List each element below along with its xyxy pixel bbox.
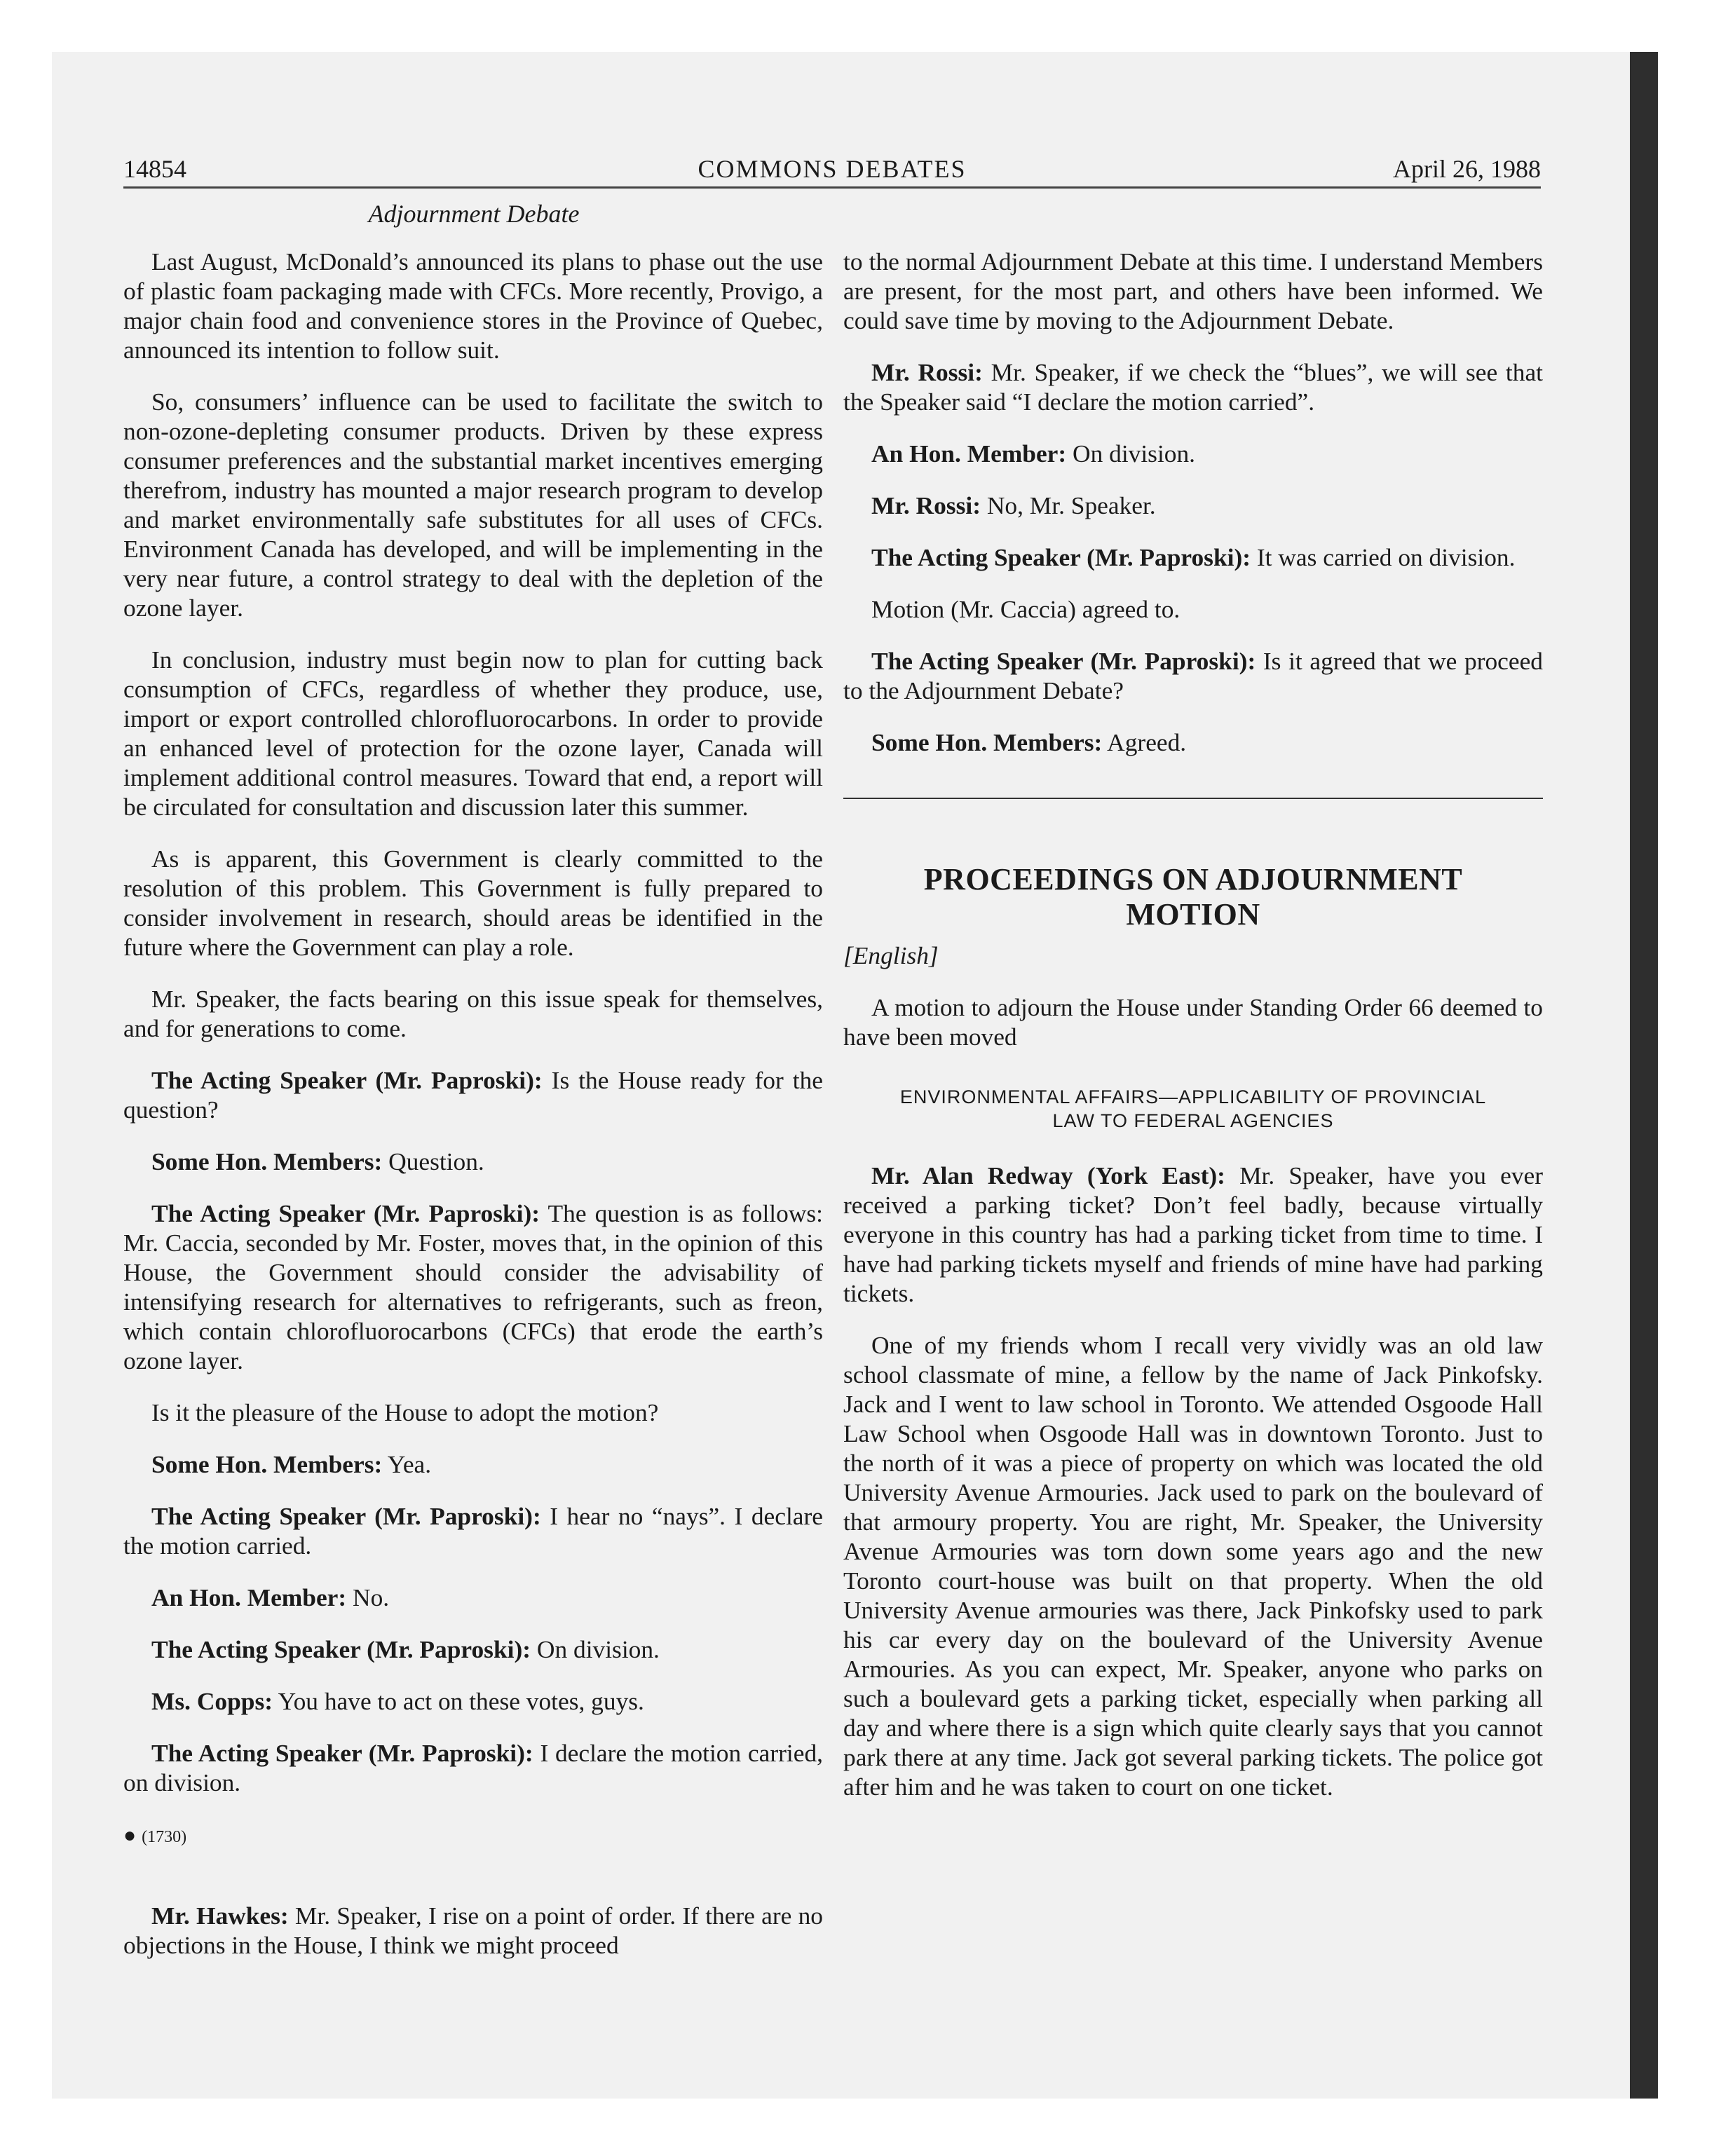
paragraph: A motion to adjourn the House under Standing Order 66 deemed to have been moved xyxy=(843,993,1543,1051)
scan-edge-shadow xyxy=(1630,52,1658,2099)
speech xyxy=(123,1199,823,1375)
speech xyxy=(843,728,1543,757)
speech xyxy=(123,1738,823,1797)
time-marker-text: (1730) xyxy=(142,1828,187,1846)
speaker-name: The Acting Speaker (Mr. Paproski): xyxy=(151,1739,533,1767)
subject-heading-line: ENVIRONMENTAL AFFAIRS—APPLICABILITY OF PROVINCIAL xyxy=(899,1086,1487,1107)
speech xyxy=(123,1901,823,1960)
paragraph: Motion (Mr. Caccia) agreed to. xyxy=(871,595,1181,623)
speech xyxy=(123,1147,823,1176)
speech-text: Yea. xyxy=(382,1450,432,1478)
page-header xyxy=(123,151,1541,189)
speech-text: Is it agreed that we proceed to the Adjournment Debate? xyxy=(843,647,1543,704)
paragraph: In conclusion, industry must begin now to plan for cutting back consumption of CFCs, regardless of whether they produce, use, import or export controlled chlorofluorocarbons. In order to provide an enhanced level of protection for the ozone layer, Canada will implement additional control measures. Toward that end, a report will be circulated for consultation and discussion later this summer. xyxy=(123,646,823,821)
speech-text: Question. xyxy=(382,1147,484,1175)
speech xyxy=(843,439,1543,468)
subject-heading xyxy=(843,1085,1543,1133)
speech-text: You have to act on these votes, guys. xyxy=(273,1687,644,1715)
speech-text: The question is as follows: Mr. Caccia, seconded by Mr. Foster, moves that, in the opinion of this House, the Government should consider the advisability of intensifying research for alternatives to refrigerants, such as freon, which contain chlorofluorocarbons (CFCs) that erode the earth’s ozone layer. xyxy=(123,1199,824,1374)
language-tag: [English] xyxy=(843,941,939,969)
speaker-name: Some Hon. Members: xyxy=(871,728,1103,756)
paragraph: As is apparent, this Government is clearly committed to the resolution of this problem. This Government is fully prepared to consider involvement in research, should areas be identified in the future where the Government can play a role. xyxy=(123,845,823,961)
speech xyxy=(123,1449,823,1479)
speaker-name: The Acting Speaker (Mr. Paproski): xyxy=(871,543,1251,571)
speech-text: Mr. Speaker, I rise on a point of order. If there are no objections in the House, I think we might proceed xyxy=(123,1902,823,1959)
paragraph: Mr. Speaker, the facts bearing on this issue speak for themselves, and for generations to come. xyxy=(123,985,823,1042)
speech-text: Mr. Speaker, have you ever received a parking ticket? Don’t feel badly, because virtually everyone in this country has had a parking ticket from time to time. I have had parking tickets myself and friends of mine have had parking tickets. xyxy=(843,1161,1544,1307)
speech xyxy=(123,1065,823,1124)
paragraph: Last August, McDonald’s announced its plans to phase out the use of plastic foam packaging made with CFCs. More recently, Provigo, a major chain food and convenience stores in the Province of Quebec, announced its intention to follow suit. xyxy=(123,247,823,364)
speaker-name: Mr. Hawkes: xyxy=(151,1902,289,1930)
speaker-name: The Acting Speaker (Mr. Paproski): xyxy=(151,1635,531,1663)
section-title xyxy=(843,862,1543,932)
speech-text: On division. xyxy=(1066,439,1196,468)
speech-text: I declare the motion carried, on division. xyxy=(123,1739,823,1796)
section-title-line: PROCEEDINGS ON ADJOURNMENT xyxy=(923,862,1463,896)
time-marker xyxy=(123,1821,823,1852)
speaker-name: The Acting Speaker (Mr. Paproski): xyxy=(151,1502,541,1530)
bullet-icon: ● xyxy=(123,1824,137,1847)
speech xyxy=(843,1161,1543,1308)
speaker-name: Mr. Rossi: xyxy=(871,358,983,386)
speaker-name: Some Hon. Members: xyxy=(151,1450,383,1478)
speech xyxy=(843,491,1543,520)
paragraph: One of my friends whom I recall very vividly was an old law school classmate of mine, a fellow by the name of Jack Pinkofsky. Jack and I went to law school in Toronto. We attended Osgoode Hall Law School when Osgoode Hall was in downtown Toronto. Just to the north of it was a piece of property on which was located the old University Avenue Armouries. Jack used to park on the boulevard of that armoury property. You are right, Mr. Speaker, the University Avenue Armouries was torn down some years ago and the new Toronto court-house was built on that property. When the old University Avenue armouries was there, Jack Pinkofsky used to park his car every day on the boulevard of the University Avenue Armouries. As you can expect, Mr. Speaker, anyone who parks on such a boulevard gets a parking ticket, especially when parking all day and where there is a sign which quite clearly says that you cannot park there at any time. Jack got several parking tickets. The police got after him and he was taken to court on one ticket. xyxy=(843,1331,1543,1801)
speech-text: No, Mr. Speaker. xyxy=(980,491,1156,519)
subject-heading-line: LAW TO FEDERAL AGENCIES xyxy=(1052,1110,1334,1131)
right-column xyxy=(843,247,1543,1824)
paragraph: So, consumers’ influence can be used to facilitate the switch to non-ozone-depleting consumer products. Driven by these express consumer preferences and the substantial market incentives emerging therefrom, industry has mounted a major research program to develop and market environmentally safe substitutes for all uses of CFCs. Environment Canada has developed, and will be implementing in the very near future, a control strategy to deal with the depletion of the ozone layer. xyxy=(123,388,823,622)
speaker-name: The Acting Speaker (Mr. Paproski): xyxy=(151,1199,540,1227)
speaker-name: Ms. Copps: xyxy=(151,1687,273,1715)
speech-text: It was carried on division. xyxy=(1251,543,1516,571)
speech xyxy=(123,1583,823,1612)
speaker-name: The Acting Speaker (Mr. Paproski): xyxy=(151,1066,543,1094)
speech-text: I hear no “nays”. I declare the motion carried. xyxy=(123,1502,823,1560)
publication-title: COMMONS DEBATES xyxy=(698,155,967,183)
speaker-name: Some Hon. Members: xyxy=(151,1147,383,1175)
section-title-line: MOTION xyxy=(1126,897,1260,932)
left-column xyxy=(123,247,823,1982)
speech-text: Mr. Speaker, if we check the “blues”, we will see that the Speaker said “I declare the motion carried”. xyxy=(843,358,1543,416)
speech xyxy=(123,1501,823,1560)
section-divider xyxy=(843,798,1543,799)
speech xyxy=(843,357,1543,416)
speech xyxy=(843,543,1543,572)
speaker-name: An Hon. Member: xyxy=(871,439,1067,468)
publication-date: April 26, 1988 xyxy=(1393,155,1541,183)
paragraph: to the normal Adjournment Debate at this time. I understand Members are present, for the most part, and others have been informed. We could save time by moving to the Adjournment Debate. xyxy=(843,247,1543,334)
speech xyxy=(123,1635,823,1664)
speaker-name: Mr. Rossi: xyxy=(871,491,981,519)
running-head: Adjournment Debate xyxy=(368,200,580,228)
page-number: 14854 xyxy=(123,155,186,183)
speech-text: On division. xyxy=(531,1635,660,1663)
speech-text: Is the House ready for the question? xyxy=(123,1066,823,1124)
speaker-name: An Hon. Member: xyxy=(151,1583,347,1611)
paragraph: Is it the pleasure of the House to adopt the motion? xyxy=(151,1398,659,1426)
speech xyxy=(123,1686,823,1716)
speech-text: Agreed. xyxy=(1102,728,1187,756)
speech-text: No. xyxy=(346,1583,390,1611)
speech xyxy=(843,646,1543,705)
speaker-name: The Acting Speaker (Mr. Paproski): xyxy=(871,647,1256,675)
speaker-name: Mr. Alan Redway (York East): xyxy=(871,1161,1225,1189)
